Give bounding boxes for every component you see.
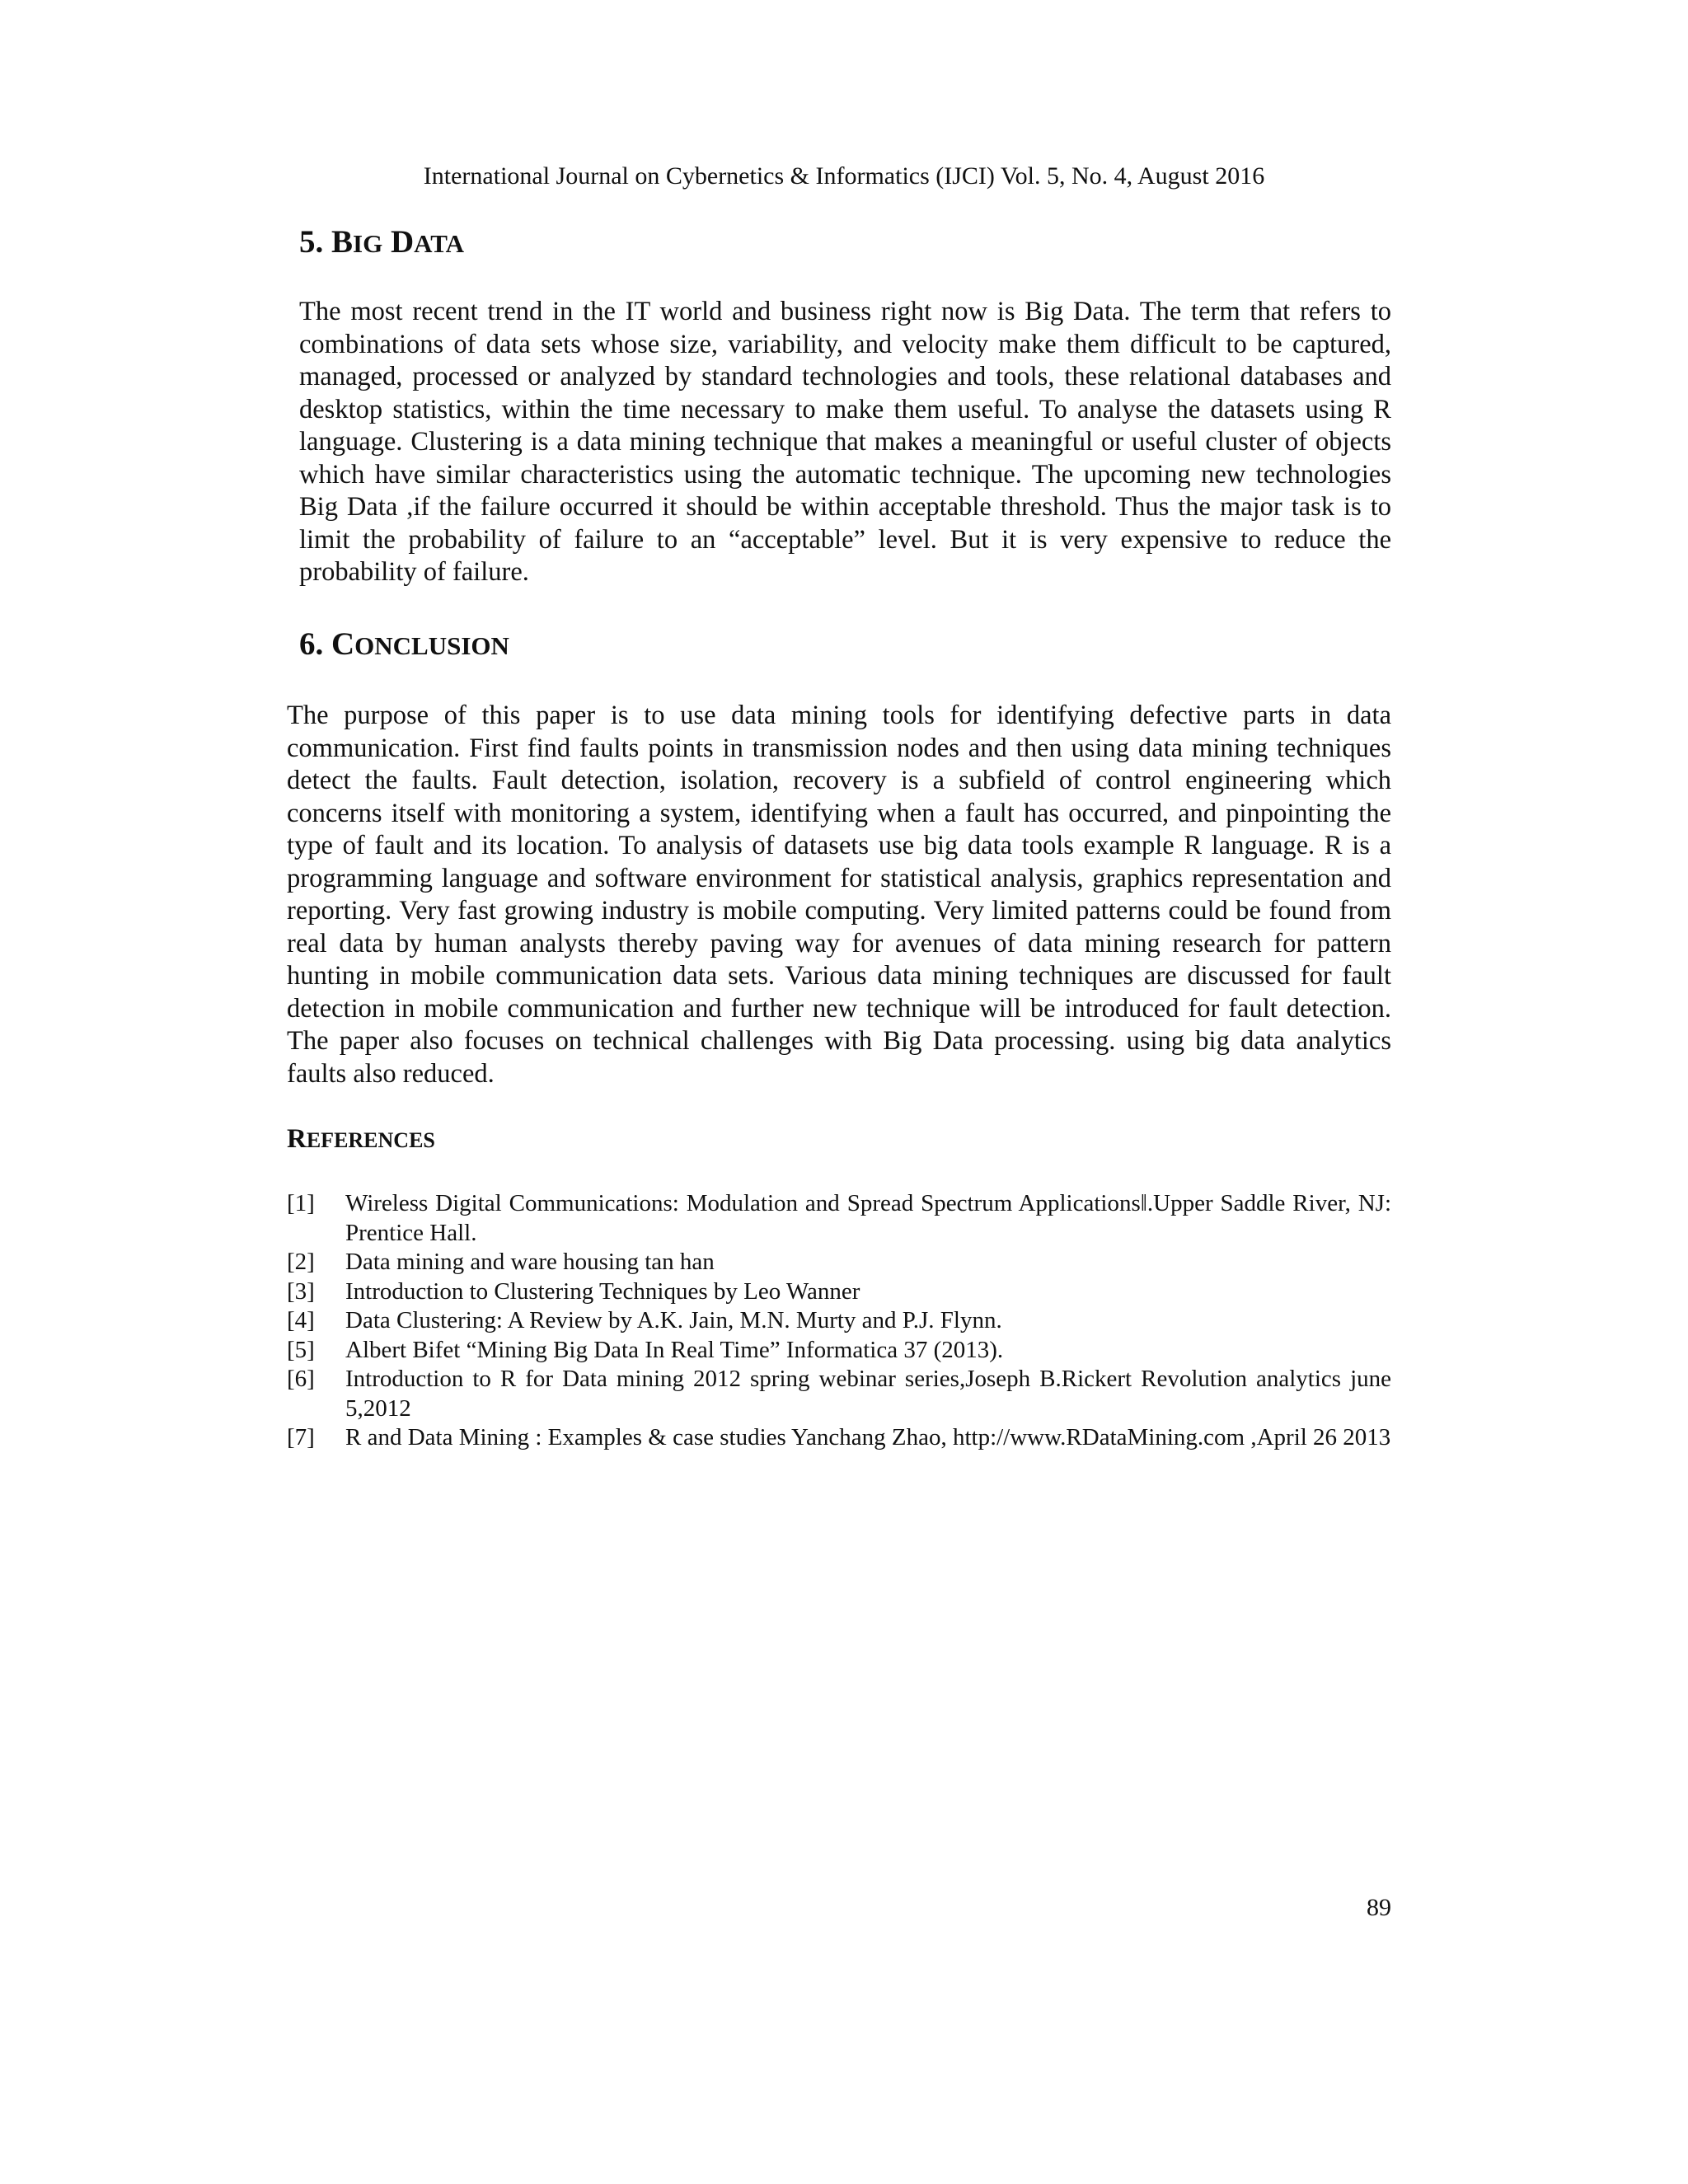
section-number: 6. <box>299 626 324 662</box>
section-number: 5. <box>299 224 324 260</box>
reference-text: Data Clustering: A Review by A.K. Jain, M.N. Murty and P.J. Flynn. <box>345 1307 1002 1333</box>
references-heading: REFERENCES <box>287 1124 435 1154</box>
reference-number: [7] <box>287 1424 315 1451</box>
section-heading-big-data: 5. BIG DATA <box>299 224 464 260</box>
reference-item <box>287 1365 1391 1423</box>
reference-number: [1] <box>287 1190 315 1216</box>
big-data-paragraph: The most recent trend in the IT world and business right now is Big Data. The term that refers to combinations of data sets whose size, variability, and velocity make them difficult to be captured, managed, processed or analyzed by standard technologies and tools, these relational databases and desktop statistics, within the time necessary to make them useful. To analyse the datasets using R language. Clustering is a data mining technique that makes a meaningful or useful cluster of objects which have similar characteristics using the automatic technique. The upcoming new technologies Big Data ,if the failure occurred it should be within acceptable threshold. Thus the major task is to limit the probability of failure to an “acceptable” level. But it is very expensive to reduce the probability of failure. <box>299 297 1391 587</box>
reference-text: Wireless Digital Communications: Modulation and Spread Spectrum Applications‖.Upper Saddle River, NJ: Prentice Hall. <box>345 1190 1391 1246</box>
reference-number: [2] <box>287 1249 315 1275</box>
reference-number: [4] <box>287 1307 315 1333</box>
running-header: International Journal on Cybernetics & Informatics (IJCI) Vol. 5, No. 4, August 2016 <box>423 162 1265 190</box>
reference-text: R and Data Mining : Examples & case studies Yanchang Zhao, http://www.RDataMining.com ,April 26 2013 <box>345 1424 1391 1451</box>
conclusion-paragraph: The purpose of this paper is to use data mining tools for identifying defective parts in data communication. First find faults points in transmission nodes and then using data mining techniques detect the faults. Fault detection, isolation, recovery is a subfield of control engineering which concerns itself with monitoring a system, identifying when a fault has occurred, and pinpointing the type of fault and its location. To analysis of datasets use big data tools example R language. R is a programming language and software environment for statistical analysis, graphics representation and reporting. Very fast growing industry is mobile computing. Very limited patterns could be found from real data by human analysts thereby paving way for avenues of data mining research for pattern hunting in mobile communication data sets. Various data mining techniques are discussed for fault detection in mobile communication and further new technique will be introduced for fault detection. The paper also focuses on technical challenges with Big Data processing. using big data analytics faults also reduced. <box>287 701 1391 1089</box>
reference-list <box>287 1189 1391 1453</box>
reference-text: Introduction to R for Data mining 2012 spring webinar series,Joseph B.Rickert Revolution analytics june 5,2012 <box>345 1366 1391 1422</box>
reference-number: [3] <box>287 1277 315 1305</box>
reference-item <box>287 1189 1391 1248</box>
reference-number: [6] <box>287 1366 315 1392</box>
reference-text: Introduction to Clustering Techniques by Leo Wanner <box>345 1277 860 1305</box>
reference-text: Data mining and ware housing tan han <box>345 1249 715 1275</box>
reference-item <box>287 1423 1391 1453</box>
page-number: 89 <box>1367 1894 1391 1921</box>
section-heading-conclusion: 6. CONCLUSION <box>299 626 509 662</box>
reference-item <box>287 1336 1391 1366</box>
reference-text: Albert Bifet “Mining Big Data In Real Time” Informatica 37 (2013). <box>345 1336 1004 1363</box>
reference-item <box>287 1306 1391 1336</box>
reference-item <box>287 1248 1391 1277</box>
reference-item <box>287 1277 1391 1307</box>
reference-number: [5] <box>287 1336 315 1363</box>
